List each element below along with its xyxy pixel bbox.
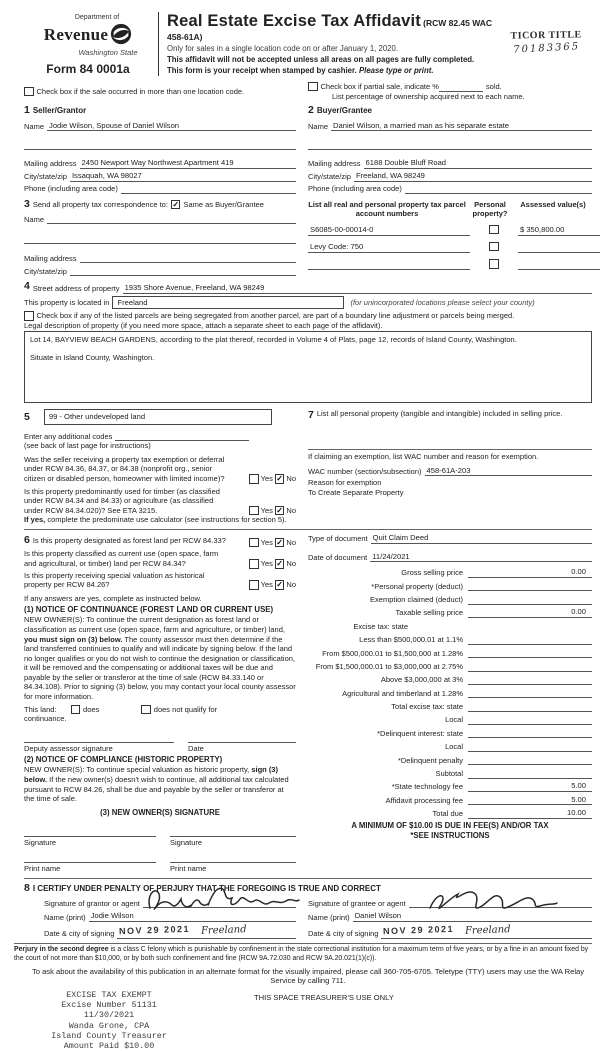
street-address-value: 1935 Shore Avenue, Freeland, WA 98249 [124, 282, 265, 292]
amount-row: *Personal property (deduct) [308, 578, 592, 591]
land-does-checkbox[interactable] [71, 705, 81, 715]
deputy-date-field [188, 730, 296, 743]
segregated-label: Check box if any of the listed parcels are being segregated from another parcel, are part of a boundary line adjustment or parcels being merged. [36, 311, 515, 321]
amount-row: Excise tax: state [353, 621, 408, 631]
partial-sale-percent-field [439, 82, 483, 92]
parcel-row [308, 242, 600, 253]
buyer-name-value: Daniel Wilson, a married man as his separate estate [333, 120, 510, 130]
parcel-row [308, 259, 600, 270]
amount-row: Less than $500,000.01 at 1.1% [308, 631, 592, 644]
amount-row: Local [308, 738, 592, 751]
state-technology-fee-field: 5.00 [468, 781, 592, 792]
historical-property-question: Is this property receiving special valuation as historical property per RCW 84.26? [24, 570, 205, 590]
header-divider [158, 12, 159, 76]
parcel-numbers-header: List all real and personal property tax parcel account numbers [308, 199, 466, 219]
personal-property-checkbox[interactable] [489, 259, 499, 269]
timber-agriculture-question: Is this property predominantly used for timber (as classified under RCW 84.34 and 84.33) or agriculture (as classified under RCW 84.34.020)? See ETA 3215. [24, 486, 220, 515]
section-2-buyer: 2 Buyer/Grantee Name Daniel Wilson, a married man as his separate estate Mailing address 6188 Double Bluff Road City/state/zip Freeland, WA 98249 Phone (including area code) [308, 104, 592, 194]
taxable-selling-price-field: 0.00 [468, 607, 592, 618]
buyer-name-extra-line [308, 140, 592, 150]
delinquent-penalty-field [468, 755, 592, 765]
reason-for-exemption-value: To Create Separate Property [308, 487, 404, 497]
no-checkbox[interactable]: ✓ [276, 580, 283, 590]
delinquent-interest-state-field [468, 728, 592, 738]
subtotal-field [468, 769, 592, 779]
delinquent-interest-local-field [468, 742, 592, 752]
yes-checkbox[interactable] [249, 538, 259, 548]
affidavit-processing-fee-field: 5.00 [468, 795, 592, 806]
section-6-classification: 6 Is this property designated as forest land per RCW 84.33? Yes ✓ No Is this property classified as current use (open space, farm and agricultural, or timber) land per RCW 84.34? Yes ✓ No Is this property receiving special valuation as historical property per RCW 84.26? Yes ✓ No If any answers are yes, complete as instructed below. (1) NOTICE OF CONTINUANCE (FOREST LAND OR CURRENT USE) NEW OWNER(S): To continue the current designation as forest land or classification as current use (open space, farm and agriculture, or timber) land, you must sign on (3) below. The county assessor must then determine if the land transferred continues to qualify and will indicate by signing below. If the land no longer qualifies or you do not wish to continue the designation or classification, it will be removed and the compensating or additional taxes will be due and payable by the seller or transferor at the time of sale (RCW 84.33.140 or 84.34.108). Prior to signing (3) below, you may contact your local county assessor for more information. This land: does does not qualify for continuance. Deputy assessor signature Date (2) NOTICE OF COMPLIANCE (HISTORIC PROPERTY) NEW OWNER(S): To continue special valuation as historic property, sign (3) below. If the new owner(s) doesn't wish to continue, all additional tax calculated pursuant to RCW 84.26, shall be due and payable by the seller or transferor at the time of sale. (3) NEW OWNER(S) SIGNATURE Signature Signature Print name Print name [24, 529, 308, 874]
grantor-signature-field [143, 898, 296, 908]
new-owner-signature-field [24, 824, 156, 837]
land-does-not-checkbox[interactable] [141, 705, 151, 715]
amount-row: Agricultural and timberland at 1.28% [308, 685, 592, 698]
amount-row: Total excise tax: state [308, 698, 592, 711]
compliance-body: NEW OWNER(S): To continue special valuation as historic property, sign (3) below. If the new owner(s) doesn't wish to continue, all additional tax calculated pursuant to RCW 84.26, shall be due and payable by the seller or transferor at the time of sale. [24, 765, 289, 804]
grantee-date-stamp: NOV 29 2021 [383, 923, 455, 937]
located-note: (for unincorporated locations please select your county) [350, 297, 535, 307]
assessed-value-header: Assessed value(s) [520, 199, 586, 209]
grantee-city-handwriting: Freeland [464, 924, 511, 937]
additional-codes-note: (see back of last page for instructions) [24, 441, 151, 451]
amount-row: *State technology fee 5.00 [308, 779, 592, 792]
grantee-print-name-value: Daniel Wilson [354, 911, 402, 921]
alternate-format-notice: To ask about the availability of this publication in an alternate format for the visually impaired, please call 360-705-6705. Teletype (TTY) users may use the WA Relay Service by calling 711. [31, 966, 585, 986]
exemption-deferral-question: Was the seller receiving a property tax exemption or deferral under RCW 84.36, 84.37, or 84.38 (nonprofit org., senior citizen or disabled person, homeowner with limited income)? [24, 454, 225, 483]
correspondence-extra-line [24, 234, 296, 244]
amount-row: From $1,500,000.01 to $3,000,000 at 2.75% [308, 658, 592, 671]
located-in-field[interactable]: Freeland [112, 296, 344, 310]
stamp-line: Island County Treasurer [51, 1030, 167, 1041]
segregated-checkbox[interactable] [24, 311, 34, 321]
multi-location-label: Check box if the sale occurred in more than one location code. [36, 86, 245, 96]
partial-sale-label: Check box if partial sale, indicate % [320, 81, 439, 91]
parcel-number-value: S6085-00-00014-0 [310, 225, 374, 235]
agricultural-tax-field [468, 688, 592, 698]
section-4-property: 4 Street address of property 1935 Shore Avenue, Freeland, WA 98249 This property is located in Freeland (for unincorporated locations please select your county) Check box if any of the listed parcels are being segregated from another parcel, are part of a boundary line adjustment or parcels being merged. Legal description of property (if you need more space, attach a separate sheet to each page of the affidavit). Lot 14, BAYVIEW BEACH GARDENS, according to the plat thereof, recorded in Volume 4 of Plats, page 12, records of Island County, Washington. Situate in Island County, Washington. [24, 280, 592, 403]
personal-property-checkbox[interactable] [489, 225, 499, 235]
continuance-title: (1) NOTICE OF CONTINUANCE (FOREST LAND OR CURRENT USE) [24, 605, 274, 615]
see-instructions-note: *SEE INSTRUCTIONS [410, 830, 490, 840]
wac-number-value: 458-61A-203 [426, 465, 471, 475]
new-owner-print-name-field [24, 850, 156, 863]
stamp-line: Wanda Grone, CPA [68, 1020, 150, 1031]
seller-heading: Seller/Grantor [32, 106, 87, 116]
exemption-note: If claiming an exemption, list WAC number and reason for exemption. [308, 451, 539, 461]
total-state-excise-field [468, 702, 592, 712]
form-header [24, 8, 592, 78]
reason-for-exemption-label: Reason for exemption [308, 478, 382, 488]
ticor-stamp-name: TICOR TITLE [510, 29, 582, 42]
seller-phone-field [121, 184, 296, 194]
washington-state-label: Washington State [78, 47, 138, 57]
tier3-tax-field [468, 662, 592, 672]
section-7-personal-property: 7 List all personal property (tangible and intangible) included in selling price. If claiming an exemption, list WAC number and reason for exemption. WAC number (section/subsection) 458-61A-203 Reason for exemption To Create Separate Property [308, 409, 592, 524]
parcel-row [308, 225, 600, 236]
correspondence-city-field [70, 266, 296, 276]
buyer-mailing-value: 6188 Double Bluff Road [365, 158, 447, 168]
perjury-notice: Perjury in the second degree is a class C felony which is punishable by confinement in the state correctional institution for a maximum term of five years, or by a fine in an amount fixed by the court of not more than $10,000, or by both such confinement and fine (RCW 9A.72.030 and RCW 9A.20.021(1)(c)). [14, 943, 592, 964]
amount-row: Total due 10.00 [308, 805, 592, 818]
correspondence-mailing-field [80, 253, 296, 263]
buyer-phone-field [405, 184, 592, 194]
stamp-line: Excise Number 51131 [61, 1000, 157, 1011]
subtitle-1: Only for sales in a single location code on or after January 1, 2020. [167, 43, 399, 53]
document-type-value: Quit Claim Deed [372, 532, 429, 542]
deputy-date-label: Date [188, 743, 204, 753]
seller-name-value: Jodie Wilson, Spouse of Daniel Wilson [49, 120, 180, 130]
seller-name-extra-line [24, 140, 296, 150]
parcel-table [308, 200, 600, 276]
certify-statement: I CERTIFY UNDER PENALTY OF PERJURY THAT THE FOREGOING IS TRUE AND CORRECT [32, 883, 381, 893]
treasurer-use-only-label: THIS SPACE TREASURER'S USE ONLY [254, 992, 394, 1002]
stamp-line: Amount Paid $10.00 [63, 1041, 155, 1051]
no-checkbox[interactable]: ✓ [276, 474, 283, 484]
deputy-assessor-signature-label: Deputy assessor signature [24, 743, 113, 753]
answers-note: If any answers are yes, complete as instructed below. [24, 593, 202, 603]
correspondence-label: Send all property tax correspondence to: [32, 199, 168, 209]
legal-description-line1: Lot 14, BAYVIEW BEACH GARDENS, according to the plat thereof, recorded in Volume 4 of Plats, page 12, records of Island County, Washington. [30, 335, 517, 345]
revenue-wordmark: Revenue [43, 25, 109, 45]
deputy-assessor-signature-field [24, 730, 174, 743]
amount-row: From $500,000.01 to $1,500,000 at 1.28% [308, 645, 592, 658]
personal-property-header: Personal property? [472, 199, 508, 219]
subtitle-2: This affidavit will not be accepted unless all areas on all pages are fully completed. [167, 54, 475, 64]
forest-land-question: Is this property designated as forest land per RCW 84.33? [32, 535, 226, 545]
amount-row: Subtotal [308, 765, 592, 778]
form-title: Real Estate Excise Tax Affidavit [167, 12, 422, 30]
amount-row: Exemption claimed (deduct) [308, 591, 592, 604]
total-due-field: 10.00 [468, 808, 592, 819]
yes-checkbox[interactable] [249, 580, 259, 590]
treasurer-stamp [24, 990, 194, 1051]
no-checkbox[interactable]: ✓ [276, 505, 283, 515]
legal-description-box [24, 331, 592, 403]
personal-property-checkbox[interactable] [489, 242, 499, 252]
compliance-title: (2) NOTICE OF COMPLIANCE (HISTORIC PROPERTY) [24, 755, 223, 765]
same-as-buyer-label: Same as Buyer/Grantee [183, 199, 264, 209]
partial-sale-checkbox[interactable] [308, 82, 318, 92]
grantor-date-stamp: NOV 29 2021 [119, 923, 191, 937]
local-tax-field [468, 715, 592, 725]
no-checkbox[interactable]: ✓ [276, 559, 283, 569]
section-1-seller: 1 Seller/Grantor Name Jodie Wilson, Spouse of Daniel Wilson Mailing address 2450 Newport Way Northwest Apartment 419 City/state/zip Issaquah, WA 98027 Phone (including area code) [24, 104, 308, 194]
continuance-body: NEW OWNER(S): To continue the current designation as forest land or classification as current use (open space, farm and agriculture, or timber) land, you must sign on (3) below. The county assessor must then determine if the land transferred continues to qualify and will indicate by signing below. If the land no longer qualifies or you do not wish to continue the designation or classification, it will be removed and the compensating or additional taxes will be due and payable by the seller or transferor at the time of sale (RCW 84.33.140 or 84.34.108). Prior to signing (3) below, you may contact your local county assessor for more information. [24, 615, 296, 702]
stamp-line: 11/30/2021 [83, 1010, 135, 1021]
minimum-due-note: A MINIMUM OF $10.00 IS DUE IN FEE(S) AND/OR TAX [351, 820, 549, 830]
new-owner-print-name-field [170, 850, 296, 863]
seller-mailing-value: 2450 Newport Way Northwest Apartment 419 [81, 158, 234, 168]
ticor-order-number: 70183365 [512, 41, 580, 56]
legal-description-line2: Situate in Island County, Washington. [30, 353, 155, 363]
section-3-correspondence: 3 Send all property tax correspondence to: ✓ Same as Buyer/Grantee Name Mailing address City/state/zip [24, 198, 308, 276]
additional-codes-field [115, 431, 249, 441]
section-8-certification: 8 I CERTIFY UNDER PENALTY OF PERJURY THAT THE FOREGOING IS TRUE AND CORRECT Signature of grantor or agent Name (print) Jodie Wilson Date & city of signing NOV 29 2021 Freeland Signature of grantee or agent Name (print) Daniel Wilson Date & city of signing NOV 29 2021 Freeland [24, 878, 592, 939]
amount-row: *Delinquent interest: state [308, 725, 592, 738]
exemption-claimed-field [468, 595, 592, 605]
yes-checkbox[interactable] [249, 506, 259, 516]
seller-city-value: Issaquah, WA 98027 [71, 170, 142, 180]
ownership-note: List percentage of ownership acquired next to each name. [332, 91, 525, 101]
buyer-heading: Buyer/Grantee [316, 106, 372, 116]
amount-row: Above $3,000,000 at 3% [308, 672, 592, 685]
buyer-city-value: Freeland, WA 98249 [355, 170, 425, 180]
stamp-line: EXCISE TAX EXEMPT [66, 989, 152, 1000]
ticor-title-stamp [500, 7, 593, 56]
tax-computation: Type of document Quit Claim Deed Date of document 11/24/2021 Gross selling price 0.00 *Personal property (deduct) Exemption claimed (deduct) Taxable selling price 0.00 Excise tax: state Less than $500,000.01 at 1.1% From $500,000.01 to $1,500,000 at 1.28% From $1,500,000.01 to $3,000,000 at 2.75% Above $3,000,000 at 3% Agricultural and timberland at 1.28% Total excise tax: state Local *Delinquent interest: state Local *Delinquent penalty Subtotal *State technology fee 5.00 Affidavit processing fee 5.00 Total due 10.00 A MINIMUM OF $10.00 IS DUE IN FEE(S) AND/OR TAX *SEE INSTRUCTIONS [308, 529, 592, 874]
new-owner-signature-field [170, 824, 296, 837]
gross-selling-price-field: 0.00 [468, 567, 592, 578]
personal-property-intro: List all personal property (tangible and intangible) included in selling price. [316, 409, 563, 419]
yes-checkbox[interactable] [249, 474, 259, 484]
reet-affidavit-page: Department of Revenue Washington State Form 84 0001a Real Estate Excise Tax Affidavit (RCW 82.45 WAC 458-61A) Only for sales in a single location code on or after January 1, 2020. This affidavit will not be accepted unless all areas on all pages are fully completed. This form is your receipt when stamped by cashier. Please type or print. TICOR TITLE 70183365 Check box if the sale occurred in more than one location code. Check box if partial sale, indicate % sold. List percentage of ownership acquired next to each name. 1 Seller/Grantor Name Jodie Wilson, Spouse of Daniel Wilson Mailing address 2450 Newport Way Northwest Apartment 419 City/state/zip Issaquah, WA 98027 Phone (including area code) 2 Buyer/Grantee Name Daniel Wilson, a married man as his separate estate Mailing address 6188 Double Bluff Road City/state/zip Freeland, WA 98249 Phone (including area code) 3 Send all property tax correspondence to: ✓ Same as Buyer/Grantee Name Mailing address City/state/zip List all real and personal property tax parcel account numbers Personal property? Assessed value(s) S6085-00-00014-0 $ 350,800.00 Levy Code: 750 4 Street address of property 1935 Shore Avenue, Freeland, WA 98249 This property is located in Freeland (for unincorporated locations please select your county) Check box if any of the listed parcels are being segregated from another parcel, are part of a boundary line adjustment or parcels being merged. Legal description of property (if you need more space, attach a separate sheet to each page of the affidavit). Lot 14, BAYVIEW BEACH GARDENS, according to the plat thereof, recorded in Volume 4 of Plats, page 12, records of Island County, Washington. Situate in Island County, Washington. 5 99 - Other undeveloped land Enter any additional codes (see back of last page for instructions) Was the seller receiving a property tax exemption or deferral under RCW 84.36, 84.37, or 84.38 (nonprofit org., senior citizen or disabled person, homeowner with limited income)? Yes ✓ No Is this property predominantly used for timber (as classified under RCW 84.34 and 84.33) or agriculture (as classified under RCW 84.34.020)? See ETA 3215. Yes ✓ No If yes, complete the predominate use calculator (see instructions for section 5). 7 List all personal property (tangible and intangible) included in selling price. If claiming an exemption, list WAC number and reason for exemption. WAC number (section/subsection) 458-61A-203 Reason for exemption To Create Separate Property 6 Is this property designated as forest land per RCW 84.33? Yes ✓ No Is this property classified as current use (open space, farm and agricultural, or timber) land per RCW 84.34? Yes ✓ No Is this property receiving special valuation as historical property per RCW 84.26? Yes ✓ No If any answers are yes, complete as instructed below. (1) NOTICE OF CONTINUANCE (FOREST LAND OR CURRENT USE) NEW OWNER(S): To continue the current designation as forest land or classification as current use (open space, farm and agriculture, or timber) land, you must sign on (3) below. The county assessor must then determine if the land transferred continues to qualify and will indicate by signing below. If the land no longer qualifies or you do not wish to continue the designation or classification, it will be removed and the compensating or additional taxes will be due and payable by the seller or transferor at the time of sale (RCW 84.33.140 or 84.34.108). Prior to signing (3) below, you may contact your local county assessor for more information. This land: does does not qualify for continuance. Deputy assessor signature Date (2) NOTICE OF COMPLIANCE (HISTORIC PROPERTY) NEW OWNER(S): To continue special valuation as historic property, sign (3) below. If the new owner(s) doesn't wish to continue, all additional tax calculated pursuant to RCW 84.26, shall be due and payable by the seller or transferor at the time of sale. (3) NEW OWNER(S) SIGNATURE Signature Signature Print name Print name Type of document Quit Claim Deed Date of document 11/24/2021 Gross selling price 0.00 *Personal property (deduct) Exemption claimed (deduct) Taxable selling price 0.00 Excise tax: state Less than $500,000.01 at 1.1% From $500,000.01 to $1,500,000 at 1.28% From $1,500,000.01 to $3,000,000 at 2.75% Above $3,000,000 at 3% Agricultural and timberland at 1.28% Total excise tax: state Local *Delinquent interest: state Local *Delinquent penalty Subtotal *State technology fee 5.00 Affidavit processing fee 5.00 Total due 10.00 A MINIMUM OF $10.00 IS DUE IN FEE(S) AND/OR TAX *SEE INSTRUCTIONS 8 I CERTIFY UNDER PENALTY OF PERJURY THAT THE FOREGOING IS TRUE AND CORRECT Signature of grantor or agent Name (print) Jodie Wilson Date & city of signing NOV 29 2021 Freeland Signature of grantee or agent Name (print) Daniel Wilson Date & city of signing NOV 29 2021 Freeland Perjury in the second degree is a class C felony which is punishable by confinement in the state correctional institution for a maximum term of five years, or by a fine in an amount fixed by the court of not more than $10,000, or by both such confinement and fine (RCW 9A.72.030 and RCW 9A.20.021(1)(c)). To ask about the availability of this publication in an alternate format for the visually impaired, please call 360-705-6705. Teletype (TTY) users may use the WA Relay Service by calling 711. EXCISE TAX EXEMPT Excise Number 51131 11/30/2021 Wanda Grone, CPA Island County Treasurer Amount Paid $10.00 THIS SPACE TREASURER'S USE ONLY [0, 0, 600, 988]
legal-description-label: Legal description of property (if you need more space, attach a separate sheet to each page of the affidavit). [24, 320, 383, 330]
grantee-signature-field [409, 898, 592, 908]
tier1-tax-field [468, 635, 592, 645]
document-date-value: 11/24/2021 [372, 551, 410, 561]
multi-location-checkbox[interactable] [24, 87, 34, 97]
amount-row: Gross selling price 0.00 [308, 564, 592, 577]
personal-property-deduct-field [468, 581, 592, 591]
assessed-value: $ 350,800.00 [520, 225, 565, 235]
no-checkbox[interactable]: ✓ [276, 537, 283, 547]
dor-logo [24, 8, 152, 78]
form-title-rcw: (RCW 82.45 WAC 458-61A) [167, 18, 493, 43]
grantor-city-handwriting: Freeland [200, 924, 247, 937]
tier2-tax-field [468, 648, 592, 658]
land-use-code-field[interactable]: 99 - Other undeveloped land [44, 409, 272, 425]
grantor-print-name-value: Jodie Wilson [90, 911, 134, 921]
subtitle-3: This form is your receipt when stamped by cashier. Please type or print. [167, 65, 434, 75]
amount-row: *Delinquent penalty [308, 752, 592, 765]
current-use-question: Is this property classified as current use (open space, farm and agricultural, or timber) land per RCW 84.34? [24, 549, 219, 568]
amount-row: Taxable selling price 0.00 [308, 605, 592, 618]
amount-row: Affidavit processing fee 5.00 [308, 792, 592, 805]
levy-code-value: Levy Code: 750 [310, 242, 364, 252]
dept-of-label: Department of [74, 14, 120, 21]
new-owner-signature-title: (3) NEW OWNER(S) SIGNATURE [100, 807, 220, 817]
same-as-buyer-checkbox[interactable]: ✓ [172, 199, 180, 209]
form-number: Form 84 0001a [46, 62, 130, 77]
amount-row: Local [308, 712, 592, 725]
correspondence-name-field [47, 214, 296, 224]
section-5-use-code: 5 99 - Other undeveloped land Enter any additional codes (see back of last page for instructions) Was the seller receiving a property tax exemption or deferral under RCW 84.36, 84.37, or 84.38 (nonprofit org., senior citizen or disabled person, homeowner with limited income)? Yes ✓ No Is this property predominantly used for timber (as classified under RCW 84.34 and 84.33) or agriculture (as classified under RCW 84.34.020)? See ETA 3215. Yes ✓ No If yes, complete the predominate use calculator (see instructions for section 5). [24, 410, 296, 525]
yes-checkbox[interactable] [249, 559, 259, 569]
tier4-tax-field [468, 675, 592, 685]
dor-swirl-icon [110, 23, 132, 48]
predominate-use-note: If yes, complete the predominate use calculator (see instructions for section 5). [24, 515, 287, 525]
